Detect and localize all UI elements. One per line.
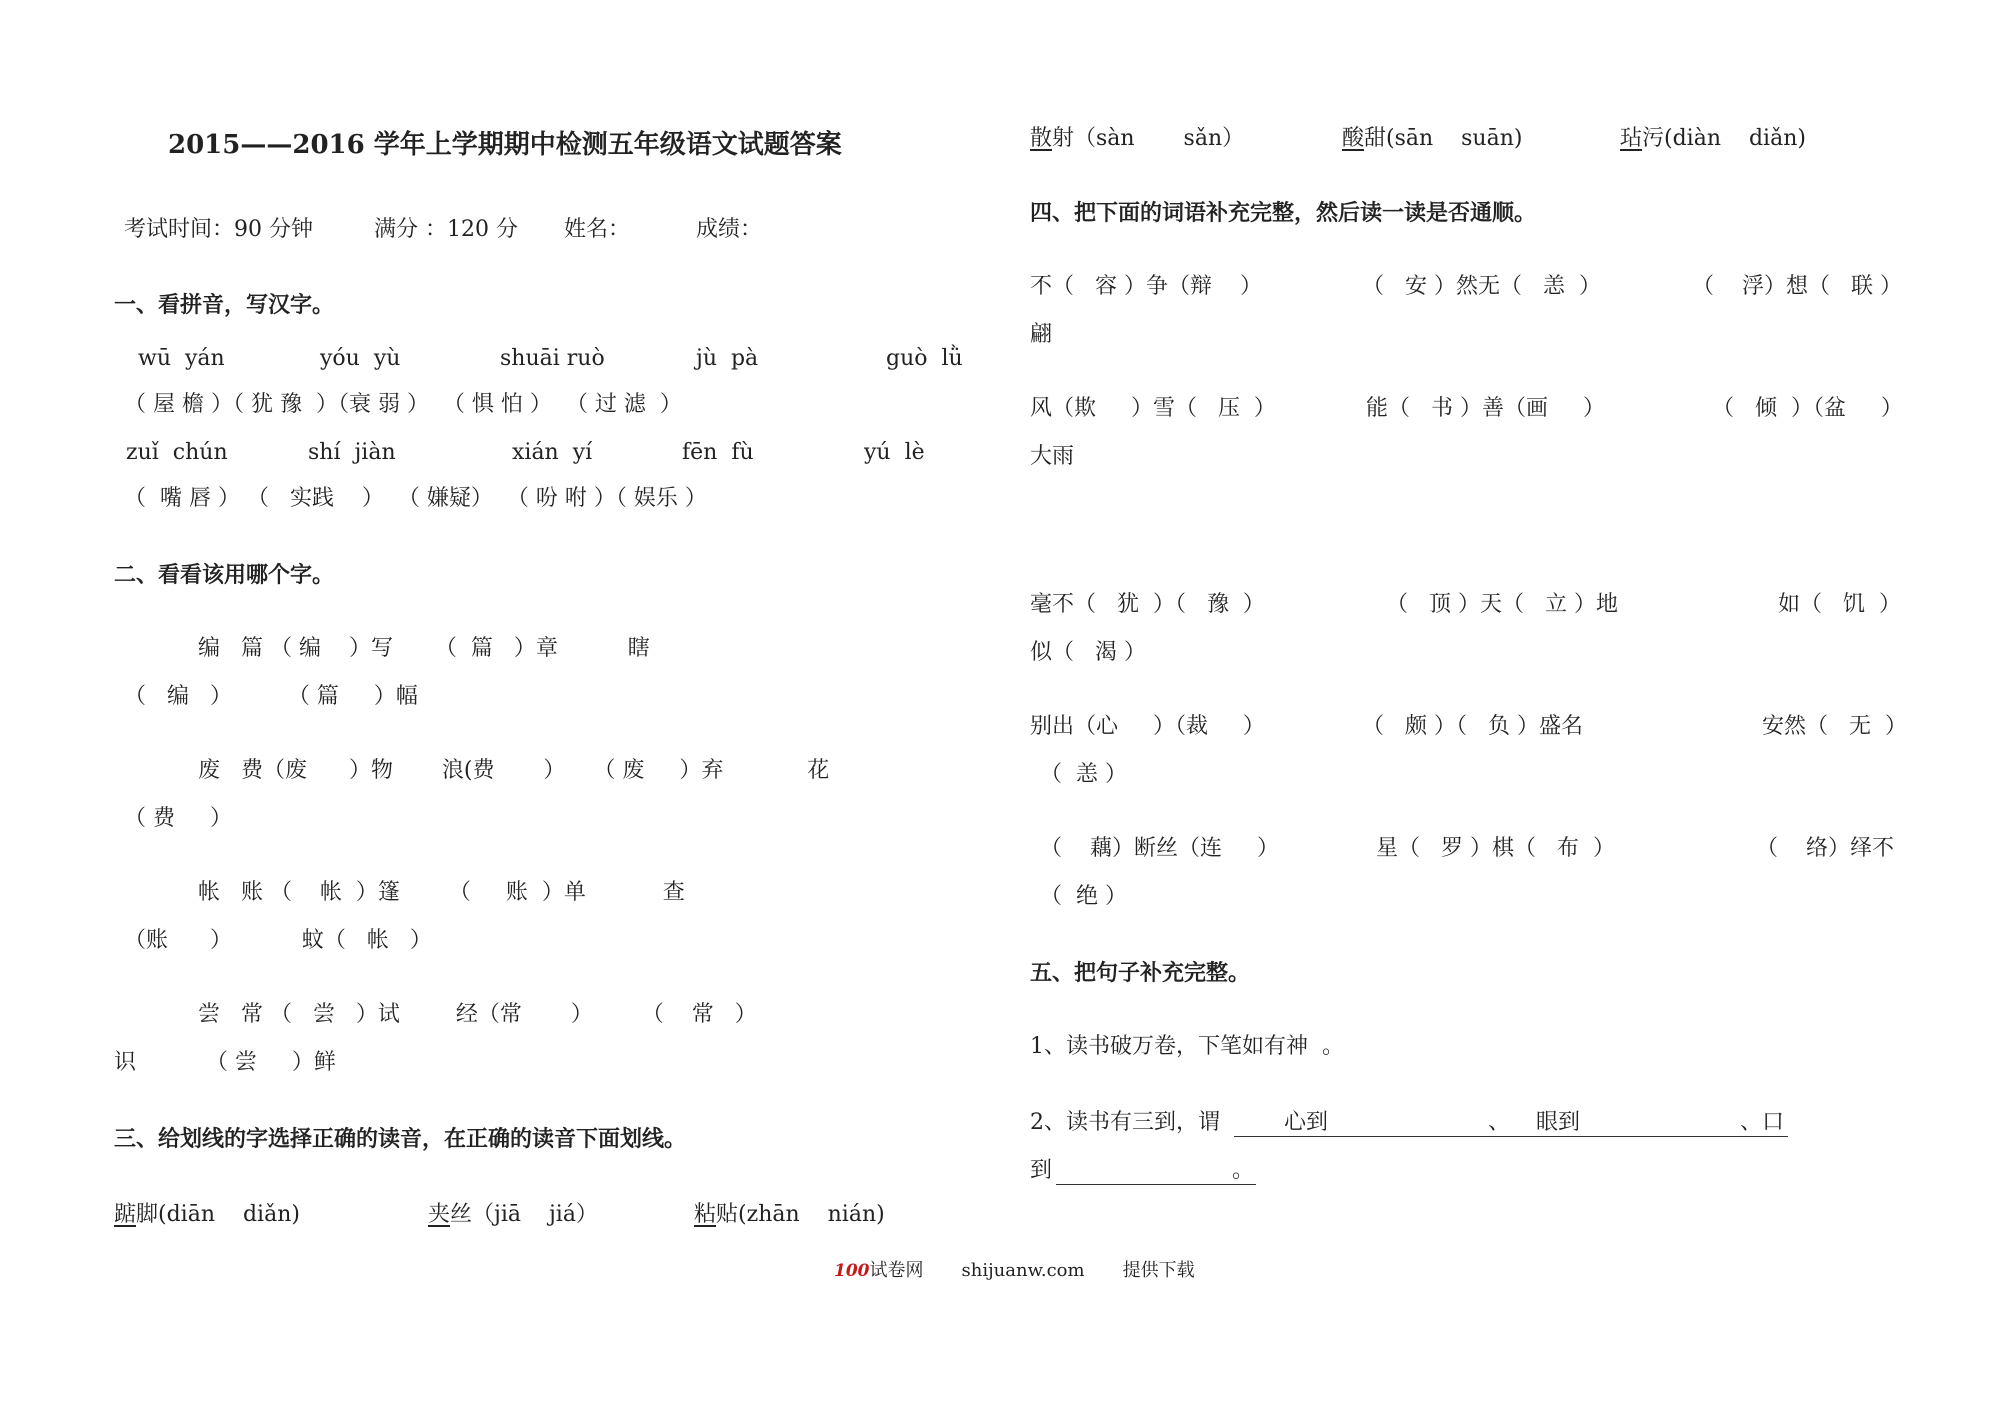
section3-heading: 三、给划线的字选择正确的读音，在正确的读音下面划线。	[114, 1126, 687, 1152]
underlined-char: 玷	[1620, 126, 1643, 151]
underlined-char: 酸	[1342, 126, 1365, 151]
full-score: 满分 ：120 分	[374, 217, 518, 242]
section4-heading: 四、把下面的词语补充完整，然后读一读是否通顺。	[1030, 200, 1537, 226]
site-url: shijuanw.com	[961, 1260, 1085, 1281]
pinyin-item: yú lè	[864, 440, 925, 465]
sentence-2-prefix: 2、读书有三到，谓	[1030, 1110, 1220, 1135]
pinyin-item: wū yán	[138, 346, 225, 371]
answer-blank-line	[1234, 1136, 1788, 1137]
reading-item: 踮脚(diān diǎn)	[114, 1202, 300, 1227]
underlined-char: 粘	[694, 1202, 717, 1227]
sentence-1: 1、读书破万卷，下笔如有神 。	[1030, 1034, 1344, 1059]
idiom-item: 安然（ 无 ）	[1762, 714, 1907, 739]
section1-heading: 一、看拼音，写汉字。	[114, 292, 335, 318]
pinyin-item: shuāi ruò	[500, 346, 605, 371]
word-row: 帐 账 （ 帐 ）篷 （ 账 ）单 查	[198, 880, 685, 905]
sentence-separator: 、	[1488, 1110, 1511, 1135]
idiom-item: 星（ 罗 ）棋（ 布 ）	[1376, 836, 1615, 861]
blank-answer: 眼到	[1536, 1110, 1581, 1135]
page-title: 2015——2016 学年上学期期中检测五年级语文试题答案	[168, 130, 842, 160]
idiom-item: （ 颇 ）（ 负 ）盛名	[1362, 714, 1583, 739]
word-row-wrap: （账 ） 蚊（ 帐 ）	[124, 928, 432, 953]
idiom-item: 能（ 书 ）善（画 ）	[1366, 396, 1605, 421]
answer-row: （ 嘴 唇 ） （ 实践 ） （ 嫌疑） （ 吩 咐 ）（ 娱乐 ）	[124, 486, 707, 511]
answer-row: （ 屋 檐 ）（ 犹 豫 ）（衰 弱 ） （ 惧 怕 ） （ 过 滤 ）	[124, 392, 682, 417]
section5-heading: 五、把句子补充完整。	[1030, 960, 1251, 986]
blank-answer: 心到	[1284, 1110, 1329, 1135]
idiom-item: （ 倾 ）（盆 ）	[1712, 396, 1903, 421]
pinyin-item: xián yí	[512, 440, 593, 465]
exam-time: 考试时间：90 分钟	[124, 217, 313, 242]
reading-item: 玷污(diàn diǎn)	[1620, 126, 1806, 151]
idiom-item: （ 络）绎不	[1756, 836, 1894, 861]
answer-blank-line	[1056, 1184, 1256, 1185]
word-row-wrap: 识 （ 尝 ）鲜	[114, 1050, 336, 1075]
site-name: 试卷网	[869, 1260, 924, 1281]
idiom-item: （ 顶 ）天（ 立 ）地	[1386, 592, 1618, 617]
site-logo: 100	[834, 1261, 870, 1281]
underlined-char: 散	[1030, 126, 1053, 151]
reading-item: 散射（sàn sǎn）	[1030, 126, 1245, 151]
name-label: 姓名：	[564, 217, 631, 242]
idiom-wrap: （ 恙 ）	[1040, 762, 1127, 787]
pinyin-item: zuǐ chún	[126, 440, 228, 465]
pinyin-item: jù pà	[696, 346, 759, 371]
section2-heading: 二、看看该用哪个字。	[114, 562, 335, 588]
download-note: 提供下载	[1122, 1260, 1195, 1281]
pinyin-item: shí jiàn	[308, 440, 396, 465]
idiom-wrap: （ 绝 ）	[1040, 884, 1127, 909]
pinyin-item: yóu yù	[320, 346, 401, 371]
reading-item: 粘贴(zhān nián)	[694, 1202, 885, 1227]
idiom-item: 风（欺 ）雪（ 压 ）	[1030, 396, 1276, 421]
underlined-char: 夹	[428, 1202, 451, 1227]
word-row: 编 篇 （ 编 ）写 （ 篇 ）章 瞎	[198, 636, 650, 661]
idiom-item: （ 藕）断丝（连 ）	[1040, 836, 1279, 861]
sentence-end: 。	[1232, 1158, 1255, 1183]
idiom-item: （ 安 ）然无（ 恙 ）	[1362, 274, 1601, 299]
idiom-wrap: 翩	[1030, 322, 1053, 347]
word-row-wrap: （ 费 ）	[124, 806, 232, 831]
pinyin-item: fēn fù	[682, 440, 754, 465]
grade-label: 成绩：	[696, 217, 763, 242]
word-row-wrap: （ 编 ） （ 篇 ）幅	[124, 684, 418, 709]
idiom-item: 如（ 饥 ）	[1778, 592, 1901, 617]
word-row: 废 费（废 ）物 浪(费 ） （ 废 ）弃 花	[198, 758, 830, 783]
footer	[834, 1262, 1195, 1280]
idiom-wrap: 似（ 渴 ）	[1030, 640, 1146, 665]
blank-answer: 到	[1030, 1158, 1053, 1183]
sentence-separator: 、口	[1740, 1110, 1785, 1135]
idiom-item: （ 浮）想（ 联 ）	[1692, 274, 1902, 299]
idiom-item: 别出（心 ）（裁 ）	[1030, 714, 1265, 739]
idiom-item: 毫不（ 犹 ）（ 豫 ）	[1030, 592, 1265, 617]
word-row: 尝 常 （ 尝 ）试 经（常 ） （ 常 ）	[198, 1002, 757, 1027]
reading-item: 夹丝（jiā jiá）	[428, 1202, 598, 1227]
underlined-char: 踮	[114, 1202, 137, 1227]
reading-item: 酸甜(sān suān)	[1342, 126, 1523, 151]
pinyin-item: guò lǜ	[886, 346, 963, 371]
idiom-item: 不（ 容 ）争（辩 ）	[1030, 274, 1262, 299]
idiom-wrap: 大雨	[1030, 444, 1075, 469]
